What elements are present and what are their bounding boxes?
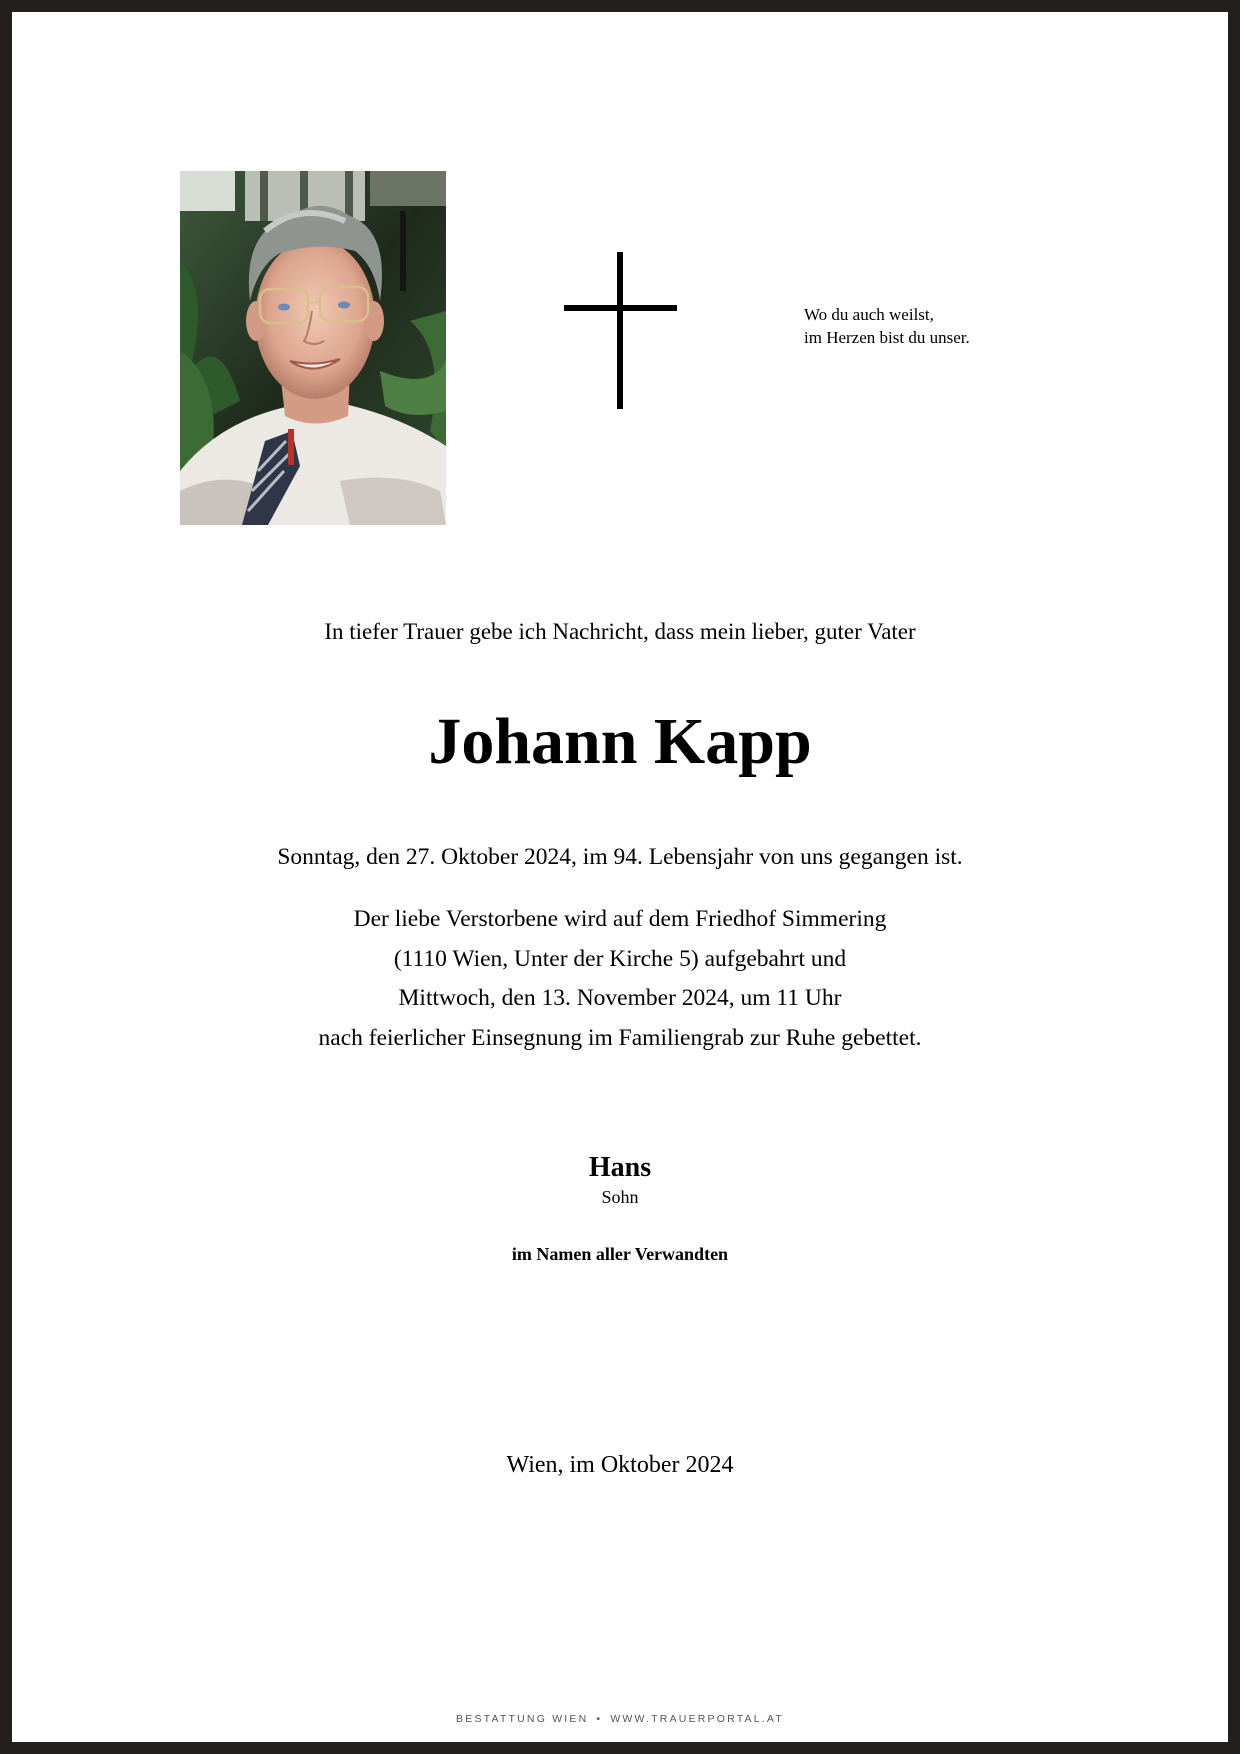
bullet-separator-icon: • [596, 1713, 603, 1725]
portrait-photo [180, 171, 446, 525]
burial-line: nach feierlicher Einsegnung im Familiengrab zur Ruhe gebettet. [318, 1025, 922, 1052]
notice-page [12, 12, 1228, 1742]
deceased-name: Johann Kapp [428, 705, 812, 778]
cross-icon [617, 252, 623, 409]
death-date-line: Sonntag, den 27. Oktober 2024, im 94. Lebensjahr von uns gegangen ist. [277, 844, 963, 870]
intro-text: In tiefer Trauer gebe ich Nachricht, dass mein lieber, guter Vater [324, 619, 916, 644]
signer-name: Hans [588, 1152, 652, 1183]
signer-relation: Sohn [601, 1187, 639, 1207]
burial-line: Der liebe Verstorbene wird auf dem Friedhof Simmering [353, 906, 887, 932]
place-date: Wien, im Oktober 2024 [506, 1452, 734, 1478]
poem-line: Wo du auch weilst, [804, 305, 934, 324]
burial-info [12, 900, 1228, 1059]
on-behalf-text: im Namen aller Verwandten [511, 1244, 729, 1264]
portrait-image [180, 171, 446, 525]
burial-line: Mittwoch, den 13. November 2024, um 11 Uhr [398, 985, 842, 1012]
footer-website-link[interactable]: WWW.TRAUERPORTAL.AT [610, 1713, 784, 1725]
footer [12, 1712, 1228, 1726]
poem [804, 303, 970, 349]
poem-line: im Herzen bist du unser. [804, 328, 970, 347]
footer-company: BESTATTUNG WIEN [456, 1713, 589, 1725]
burial-line: (1110 Wien, Unter der Kirche 5) aufgebahrt und [393, 945, 847, 972]
cross-icon-crossbar [564, 305, 677, 311]
